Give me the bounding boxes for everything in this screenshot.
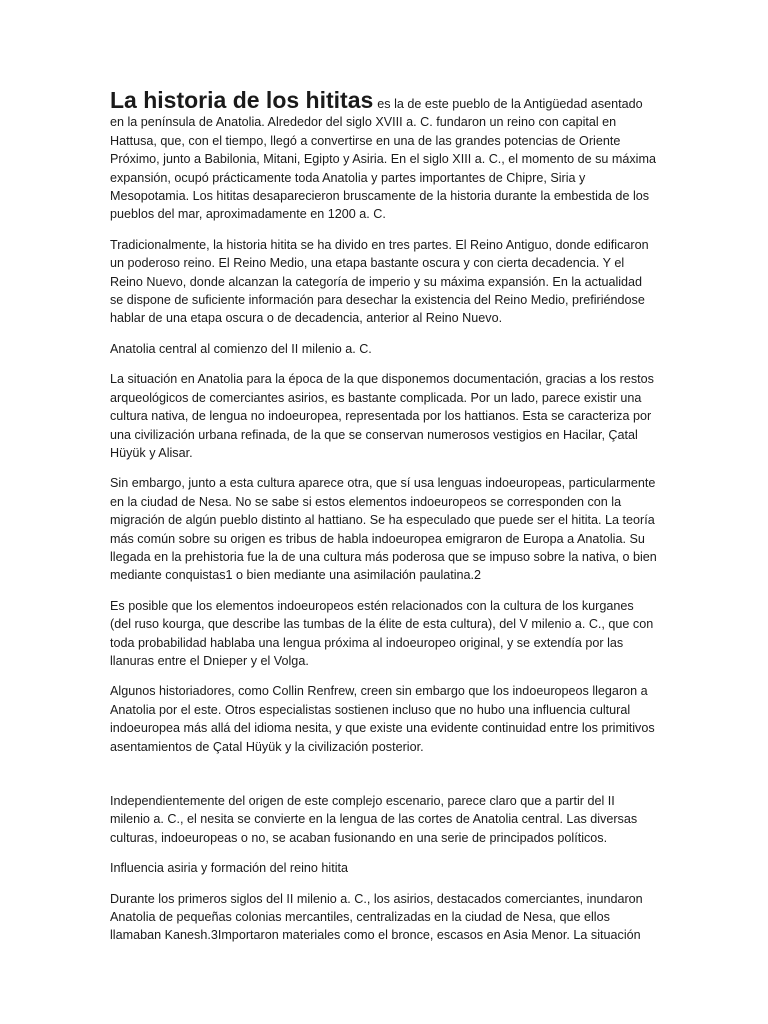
document-title: La historia de los hititas [110, 87, 374, 113]
paragraph-indoeuropean: Sin embargo, junto a esta cultura aparece otra, que sí usa lenguas indoeuropeas, particularmente en la ciudad de Nesa. No se sabe si estos elementos indoeuropeos se corresponden con la migración de algún pueblo distinto al hattiano. Se ha especulado que puede ser el hitita. La teoría más común sobre su origen es tribus de habla indoeuropea emigraron de Europa a Anatolia. Su llegada en la prehistoria fue la de una cultura más poderosa que se impuso sobre la nativa, o bien mediante conquistas1 o bien mediante una asimilación paulatina.2 [110, 476, 657, 583]
section-heading-assyrian: Influencia asiria y formación del reino hitita [110, 861, 349, 876]
document-page [110, 88, 658, 957]
paragraph-kurgan: Es posible que los elementos indoeuropeos estén relacionados con la cultura de los kurganes (del ruso kourga, que describe las tumbas de la élite de esta cultura), del V milenio a. C., que con toda probabilidad hablaba una lengua próxima al indoeuropeo original, y se extendía por las llanuras entre el Dnieper y el Volga. [110, 598, 654, 668]
section-heading-anatolia: Anatolia central al comienzo del II milenio a. C. [110, 341, 372, 356]
paragraph-origin: Independientemente del origen de este complejo escenario, parece claro que a partir del II milenio a. C., el nesita se convierte en la lengua de las cortes de Anatolia central. Las diversas culturas, indoeuropeas o no, se acaban fusionando en una serie de principados políticos. [110, 794, 638, 845]
paragraph-divisions: Tradicionalmente, la historia hitita se ha divido en tres partes. El Reino Antiguo, donde edificaron un poderoso reino. El Reino Medio, una etapa bastante oscura y con cierta decadencia. Y el Reino Nuevo, donde alcanzan la categoría de imperio y su máxima expansión. En la actualidad se dispone de suficiente información para desechar la existencia del Reino Medio, prefiriéndose hablar de una etapa oscura o de decadencia, anterior al Reino Nuevo. [110, 237, 649, 326]
intro-paragraph [110, 88, 658, 224]
paragraph-assyrians: Durante los primeros siglos del II milenio a. C., los asirios, destacados comerciantes, inundaron Anatolia de pequeñas colonias mercantiles, centralizadas en la ciudad de Nesa, que ellos llamaban Kanesh.3Importaron materiales como el bronce, escasos en Asia Menor. La situación [110, 891, 643, 943]
intro-text: es la de este pueblo de la Antigüedad asentado en la península de Anatolia. Alrededor del siglo XVIII a. C. fundaron un reino con capital en Hattusa, que, con el tiempo, llegó a convertirse en una de las grandes potencias de Oriente Próximo, junto a Babilonia, Mitani, Egipto y Asiria. En el siglo XIII a. C., el momento de su máxima expansión, ocupó prácticamente toda Anatolia y partes importantes de Chipre, Siria y Mesopotamia. Los hititas desaparecieron bruscamente de la historia durante la embestida de los pueblos del mar, aproximadamente en 1200 a. C. [110, 97, 656, 222]
blank-line [110, 768, 658, 792]
paragraph-historians: Algunos historiadores, como Collin Renfrew, creen sin embargo que los indoeuropeos llegaron a Anatolia por el este. Otros especialistas sostienen incluso que no hubo una influencia cultural indoeuropea más allá del idioma nesita, y que existe una evidente continuidad entre los primitivos asentamientos de Çatal Hüyük y la civilización posterior. [110, 684, 655, 754]
paragraph-situation: La situación en Anatolia para la época de la que disponemos documentación, gracias a los restos arqueológicos de comerciantes asirios, es bastante complicada. Por un lado, parece existir una cultura nativa, de lengua no indoeuropea, representada por los hattianos. Esta se caracteriza por una civilización urbana refinada, de la que se conservan numerosos vestigios en Hacilar, Çatal Hüyük y Alisar. [110, 372, 654, 460]
